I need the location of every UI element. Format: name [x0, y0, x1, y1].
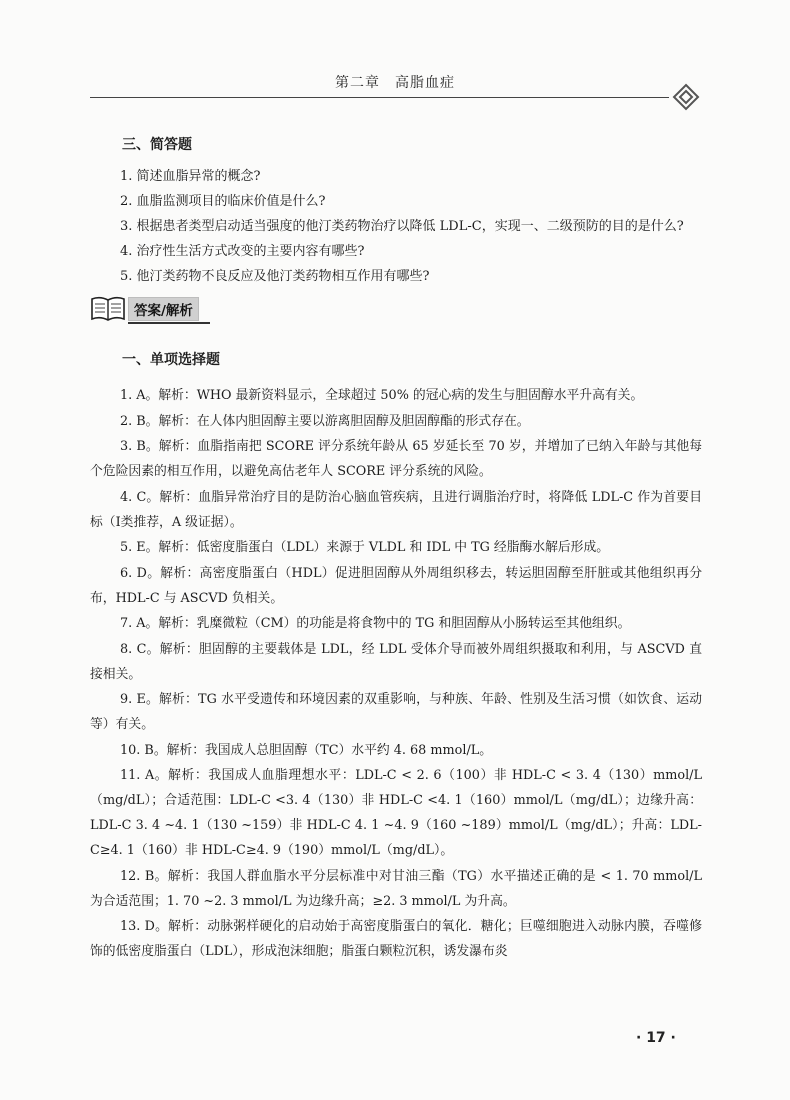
answer-9: 9. E。解析：TG 水平受遗传和环境因素的双重影响，与种族、年龄、性别及生活习惯（如饮食、运动等）有关。 [90, 692, 702, 732]
answer-10: 10. B。解析：我国成人总胆固醇（TC）水平约 4. 68 mmol/L。 [120, 742, 493, 758]
question-2: 2. 血脂监测项目的临床价值是什么? [120, 194, 326, 209]
answer-7: 7. A。解析：乳糜微粒（CM）的功能是将食物中的 TG 和胆固醇从小肠转运至其他组织。 [120, 616, 631, 631]
question-3: 3. 根据患者类型启动适当强度的他汀类药物治疗以降低 LDL-C，实现一、二级预防的目的是什么? [120, 219, 684, 234]
answer-4: 4. C。解析：血脂异常治疗目的是防治心脑血管疾病，且进行调脂治疗时，将降低 LDL-C 作为首要目标（Ⅰ类推荐，A 级证据）。 [90, 489, 702, 530]
page-content [90, 133, 702, 965]
answer-12: 12. B。解析：我国人群血脂水平分层标准中对甘油三酯（TG）水平描述正确的是 < 1. 70 mmol/L 为合适范围；1. 70 ~2. 3 mmol/L 为边缘升高；≥2. 3 mmol/L 为升高。 [90, 868, 702, 909]
open-book-icon [90, 293, 126, 323]
answer-1: 1. A。解析：WHO 最新资料显示，全球超过 50% 的冠心病的发生与胆固醇水平升高有关。 [120, 388, 644, 403]
answer-3: 3. B。解析：血脂指南把 SCORE 评分系统年龄从 65 岁延长至 70 岁，并增加了已纳入年龄与其他每个危险因素的相互作用，以避免高估老年人 SCORE 评分系统的风险。 [90, 439, 702, 479]
answer-6: 6. D。解析：高密度脂蛋白（HDL）促进胆固醇从外周组织移去，转运胆固醇至肝脏或其他组织再分布，HDL-C 与 ASCVD 负相关。 [90, 565, 702, 606]
section-heading-short-answer: 三、简答题 [122, 137, 192, 153]
chapter-header: 第二章 高脂血症 [335, 75, 455, 91]
answer-2: 2. B。解析：在人体内胆固醇主要以游离胆固醇及胆固醇酯的形式存在。 [120, 413, 530, 429]
answer-13: 13. D。解析：动脉粥样硬化的启动始于高密度脂蛋白的氧化．糖化；巨噬细胞进入动脉内膜，吞噬修饰的低密度脂蛋白（LDL），形成泡沫细胞；脂蛋白颗粒沉积，诱发瀑布炎 [90, 919, 702, 959]
answer-8: 8. C。解析：胆固醇的主要载体是 LDL，经 LDL 受体介导而被外周组织摄取和利用，与 ASCVD 直接相关。 [90, 641, 702, 682]
answer-section-label: 答案/解析 [128, 297, 199, 321]
page-number: · 17 · [636, 1030, 676, 1046]
question-5: 5. 他汀类药物不良反应及他汀类药物相互作用有哪些? [120, 269, 430, 284]
answer-banner [90, 291, 702, 333]
question-4: 4. 治疗性生活方式改变的主要内容有哪些? [120, 244, 365, 259]
header-rule [90, 97, 680, 98]
question-1: 1. 简述血脂异常的概念? [120, 169, 261, 184]
section-heading-single-choice: 一、单项选择题 [122, 352, 220, 368]
answer-11: 11. A。解析：我国成人血脂理想水平：LDL-C < 2. 6（100）非 HDL-C < 3. 4（130）mmol/L（mg/dL）；合适范围：LDL-C <3. 4（130）非 HDL-C <4. 1（160）mmol/L（mg/dL）；边缘升高：LDL-C 3. 4 ~4. 1（130 ~159）非 HDL-C 4. 1 ~4. 9（160 ~189）mmol/L（mg/dL）；升高：LDL-C≥4. 1（160）非 HDL-C≥4. 9（190）mmol/L（mg/dL）。 [90, 768, 702, 858]
diamond-ornament-icon [669, 82, 705, 112]
answer-5: 5. E。解析：低密度脂蛋白（LDL）来源于 VLDL 和 IDL 中 TG 经脂酶水解后形成。 [120, 540, 610, 555]
answer-label-underline [128, 322, 210, 324]
